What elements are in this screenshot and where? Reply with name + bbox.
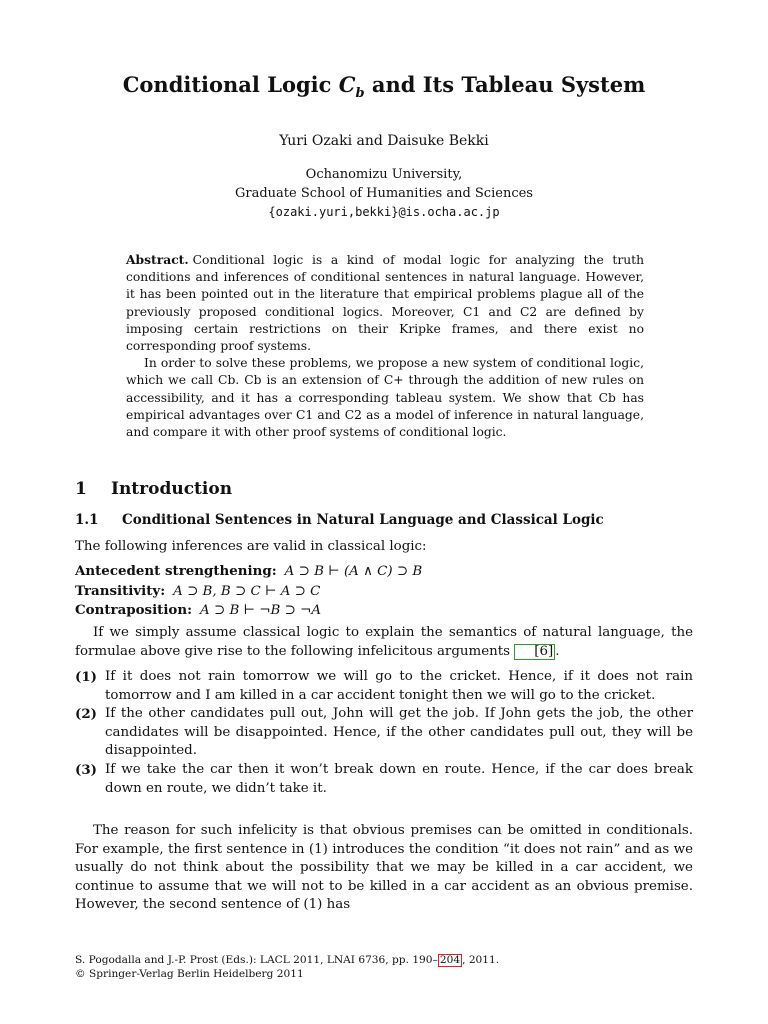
section-heading	[75, 479, 232, 499]
authors: Yuri Ozaki and Daisuke Bekki	[279, 133, 489, 149]
definition-formula: A ⊃ B, B ⊃ C ⊢ A ⊃ C	[173, 583, 321, 599]
abstract-paragraph-1	[126, 251, 644, 355]
paper-page	[75, 0, 693, 1024]
affiliation-line-1: Ochanomizu University,	[305, 167, 463, 182]
page-range-link[interactable]: 204	[439, 954, 461, 966]
abstract-text-1: Conditional logic is a kind of modal logic for analyzing the truth conditions and inferences of conditional sentences in natural language. However, it has been pointed out in the literature that empirical problems plague all of the previously proposed conditional logics. Moreover, C1 and C2 are defined by imposing certain restrictions on their Kripke frames, and there exist no corresponding proof systems.	[126, 253, 644, 354]
example-item	[75, 668, 693, 705]
abstract-paragraph-2: In order to solve these problems, we propose a new system of conditional logic, which we call Cb. Cb is an extension of C+ through the addition of new rules on accessibility, and it has a corresponding tableau system. We show that Cb has empirical advantages over C1 and C2 as a model of inference in natural language, and compare it with other proof systems of conditional logic.	[126, 356, 644, 440]
title-symbol-subscript: b	[355, 86, 365, 102]
subsection-heading	[75, 512, 604, 528]
abstract	[126, 251, 644, 441]
definition-formula: A ⊃ B ⊢ ¬B ⊃ ¬A	[200, 603, 322, 619]
section-number: 1	[75, 479, 87, 499]
abstract-label: Abstract.	[126, 252, 189, 267]
footer-citation	[75, 953, 693, 967]
paragraph-classical-logic	[75, 624, 693, 661]
title-symbol: C	[338, 72, 356, 97]
footer-citation-end: , 2011.	[462, 954, 500, 966]
example-item	[75, 705, 693, 761]
subsection-number: 1.1	[75, 512, 99, 528]
affiliation-line-2: Graduate School of Humanities and Sciences	[235, 186, 533, 201]
example-text: If it does not rain tomorrow we will go to the cricket. Hence, if it does not rain tomorrow and I am killed in a car accident tonight then we will go to the cricket.	[105, 669, 693, 703]
inference-definitions	[75, 562, 693, 621]
section-title: Introduction	[111, 479, 233, 499]
example-label: (3)	[75, 761, 97, 778]
example-label: (2)	[75, 706, 97, 723]
affiliation	[75, 165, 693, 222]
definition-transitivity	[75, 582, 693, 602]
definition-label: Antecedent strengthening:	[75, 563, 277, 579]
definition-contraposition	[75, 601, 693, 621]
example-item	[75, 761, 693, 798]
title-text-after: and Its Tableau System	[364, 72, 646, 97]
subsection-title: Conditional Sentences in Natural Language and Classical Logic	[122, 512, 604, 528]
paragraph-end: .	[555, 643, 560, 659]
definition-formula: A ⊃ B ⊢ (A ∧ C) ⊃ B	[284, 564, 423, 579]
title-text-before: Conditional Logic	[122, 72, 339, 97]
author-email: {ozaki.yuri,bekki}@is.ocha.ac.jp	[268, 205, 500, 219]
example-list	[75, 668, 693, 798]
definition-antecedent-strengthening	[75, 562, 693, 582]
footer-citation-text: S. Pogodalla and J.-P. Prost (Eds.): LACL 2011, LNAI 6736, pp. 190–	[75, 954, 438, 966]
paragraph-infelicity: The reason for such infelicity is that obvious premises can be omitted in conditionals. For example, the first sentence in (1) introduces the condition “it does not rain” and as we usually do not think about the possibility that we may be killed in a car accident, we continue to assume that we will not to be killed in a car accident as an obvious premise. However, the second sentence of (1) has	[75, 823, 693, 913]
example-label: (1)	[75, 669, 97, 685]
paper-title	[75, 72, 693, 101]
citation-link[interactable]: [6]	[514, 644, 555, 660]
page-footer	[75, 953, 693, 981]
example-text: If we take the car then it won’t break down en route. Hence, if the car does break down en route, we didn’t take it.	[105, 761, 693, 796]
paragraph-text: If we simply assume classical logic to explain the semantics of natural language, the formulae above give rise to the following infelicitous arguments	[75, 625, 693, 659]
footer-copyright: © Springer-Verlag Berlin Heidelberg 2011	[75, 968, 304, 980]
definition-label: Contraposition:	[75, 602, 193, 619]
example-text: If the other candidates pull out, John will get the job. If John gets the job, the other candidates will be disappointed. Hence, if the other candidates pull out, they will be disappointed.	[105, 706, 693, 759]
intro-line: The following inferences are valid in classical logic:	[75, 539, 427, 554]
definition-label: Transitivity:	[75, 582, 166, 599]
